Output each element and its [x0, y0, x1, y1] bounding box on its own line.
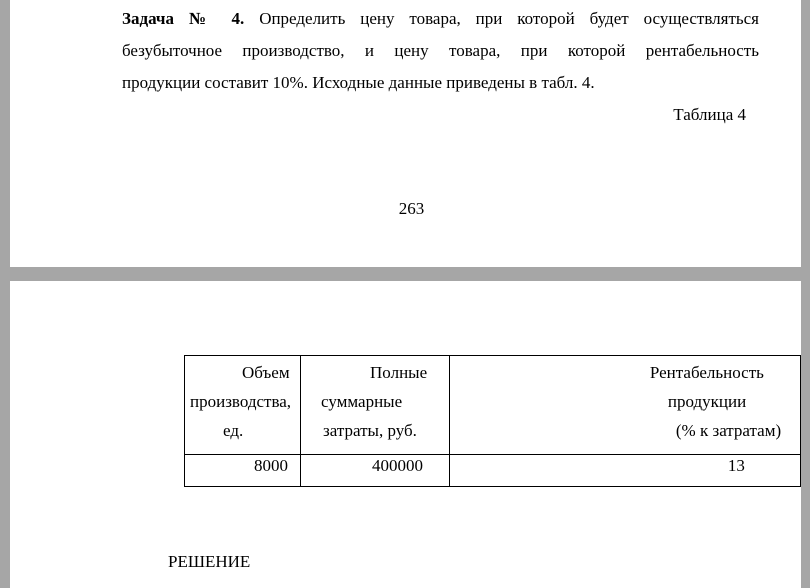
header-text: Рентабельность [649, 363, 764, 382]
task-heading: Задача № 4. [122, 9, 245, 28]
table-header-row [185, 356, 801, 455]
cell-text: 13 [727, 456, 745, 475]
header-text: производства, [190, 392, 292, 411]
header-text: ед. [223, 421, 244, 440]
header-profitability [449, 356, 800, 455]
solution-heading: РЕШЕНИЕ [168, 552, 251, 571]
data-table [184, 355, 801, 487]
task-paragraph [122, 3, 759, 99]
cell-profitability [449, 455, 800, 487]
header-text: продукции [667, 392, 747, 411]
task-line-2: безубыточное производство, и цену товара, при которой рентабельность [122, 41, 759, 60]
header-text: (% к затратам) [675, 421, 782, 440]
header-volume [185, 356, 301, 455]
header-text: Объем [242, 363, 290, 382]
header-text: суммарные [321, 392, 403, 411]
table-label: Таблица 4 [673, 105, 746, 124]
header-total-costs [301, 356, 450, 455]
page-bottom [10, 281, 801, 588]
cell-text: 400000 [372, 456, 424, 475]
task-line-3: продукции составит 10%. Исходные данные приведены в табл. 4. [122, 73, 595, 92]
cell-total-costs [301, 455, 450, 487]
header-text: Полные [370, 363, 428, 382]
cell-volume [185, 455, 301, 487]
header-text: затраты, руб. [323, 421, 417, 440]
table-row [185, 455, 801, 487]
task-text-1: Определить цену товара, при которой будет осуществляться [259, 9, 760, 28]
page-number: 263 [398, 199, 425, 218]
task-line-1 [122, 3, 759, 35]
cell-text: 8000 [254, 456, 288, 475]
page-top [10, 0, 801, 267]
